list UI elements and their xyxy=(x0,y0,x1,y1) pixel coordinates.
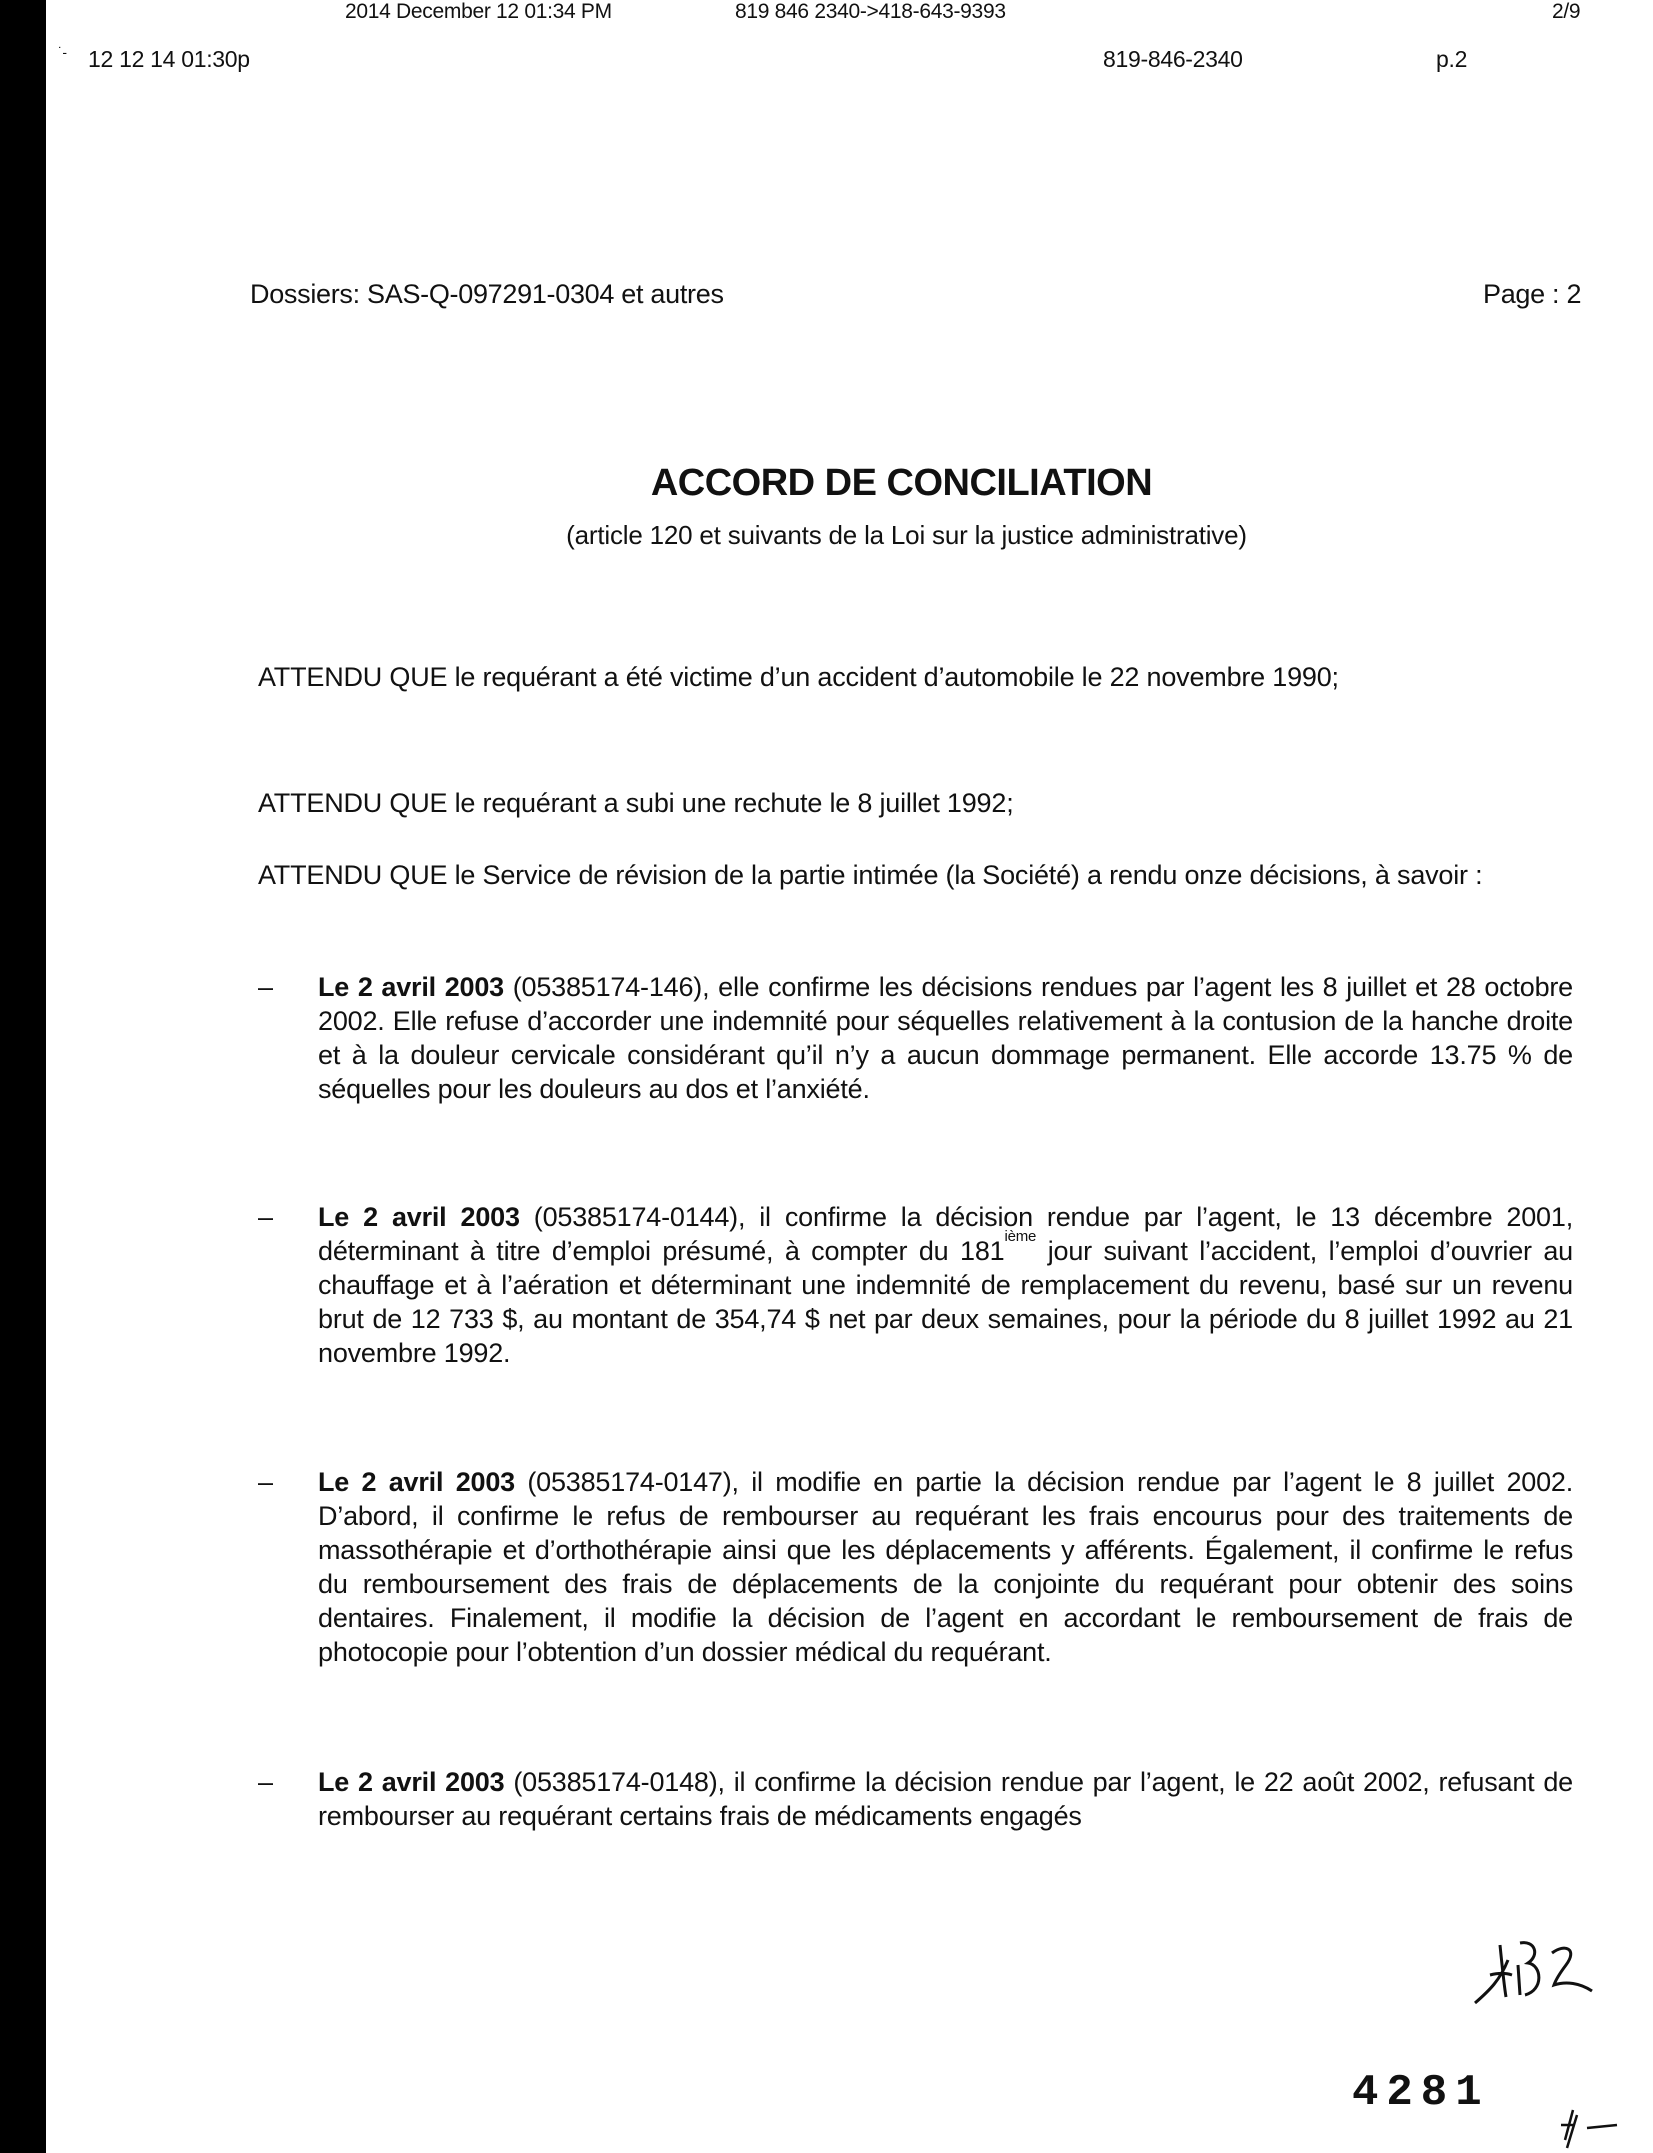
decision-item xyxy=(258,970,1573,1106)
list-dash: – xyxy=(258,972,273,1002)
ordinal-suffix: ième xyxy=(1004,1228,1037,1245)
fax-phone: 819-846-2340 xyxy=(1103,46,1243,72)
decision-text: (05385174-0144), il confirme la décision rendue par l’agent, le 13 décembre 2001, déterminant à titre d’emploi présumé, à compter du 181 xyxy=(318,1202,1573,1266)
fax-page: p.2 xyxy=(1436,46,1468,72)
decision-text: (05385174-146), elle confirme les décisions rendues par l’agent les 8 juillet et 28 octobre 2002. Elle refuse d’accorder une indemnité pour séquelles relativement à la contusion de la hanche droite et à la douleur cervicale considérant qu’il n’y a aucun dommage permanent. Elle accorde 13.75 % de séquelles pour les douleurs au dos et l’anxiété. xyxy=(318,972,1573,1104)
dossier-reference: Dossiers: SAS-Q-097291-0304 et autres xyxy=(250,279,724,309)
fax-numbers: 819 846 2340->418-643-9393 xyxy=(735,0,1006,23)
list-dash: – xyxy=(258,1467,273,1497)
decision-date: Le 2 avril 2003 xyxy=(318,1467,515,1497)
decision-text: (05385174-0148), il confirme la décision rendue par l’agent, le 22 août 2002, refusant de rembourser au requérant certains frais de médicaments engagés xyxy=(318,1767,1573,1831)
stamp-number: 4281 xyxy=(1352,2068,1490,2118)
fax-sent-datetime: 12 12 14 01:30p xyxy=(88,46,250,72)
decision-text: (05385174-0147), il modifie en partie la décision rendue par l’agent le 8 juillet 2002. D’abord, il confirme le refus de rembourser au requérant les frais encourus pour des traitements de massothérapie et d’orthothérapie ainsi que les déplacements y afférents. Également, il confirme le refus du remboursement des frais de déplacements de la conjointe du requérant pour obtenir des soins dentaires. Finalement, il modifie la décision de l’agent en accordant le remboursement de frais de photocopie pour l’obtention d’un dossier médical du requérant. xyxy=(318,1467,1574,1667)
scanner-edge-bar xyxy=(0,0,46,2153)
fax-page-count: 2/9 xyxy=(1552,0,1581,23)
fax-marks: ˙- xyxy=(58,44,67,60)
decision-date: Le 2 avril 2003 xyxy=(318,972,504,1002)
decision-item xyxy=(258,1765,1573,1833)
document-title: ACCORD DE CONCILIATION xyxy=(650,462,1153,504)
attendu-paragraph: ATTENDU QUE le requérant a subi une rechute le 8 juillet 1992; xyxy=(258,788,1014,818)
attendu-paragraph: ATTENDU QUE le requérant a été victime d’un accident d’automobile le 22 novembre 1990; xyxy=(258,662,1339,692)
list-dash: – xyxy=(258,1202,273,1232)
decision-item xyxy=(258,1465,1573,1669)
attendu-paragraph: ATTENDU QUE le Service de révision de la partie intimée (la Société) a rendu onze décisions, à savoir : xyxy=(258,860,1483,890)
decision-item xyxy=(258,1200,1573,1370)
decision-text-continued: jour suivant l’accident, l’emploi d’ouvrier au chauffage et à l’aération et déterminant une indemnité de remplacement du revenu, basé sur un revenu brut de 12 733 $, au montant de 354,74 $ net par deux semaines, pour la période du 8 juillet 1992 au 21 novembre 1992. xyxy=(318,1236,1574,1368)
handwritten-initials xyxy=(1470,1935,1600,2010)
decision-date: Le 2 avril 2003 xyxy=(318,1767,505,1797)
page-number: Page : 2 xyxy=(1483,279,1582,309)
decision-date: Le 2 avril 2003 xyxy=(318,1202,520,1232)
document-subtitle: (article 120 et suivants de la Loi sur la justice administrative) xyxy=(566,520,1247,550)
list-dash: – xyxy=(258,1767,273,1797)
handwritten-mark xyxy=(1555,2100,1625,2150)
fax-datetime: 2014 December 12 01:34 PM xyxy=(345,0,612,23)
